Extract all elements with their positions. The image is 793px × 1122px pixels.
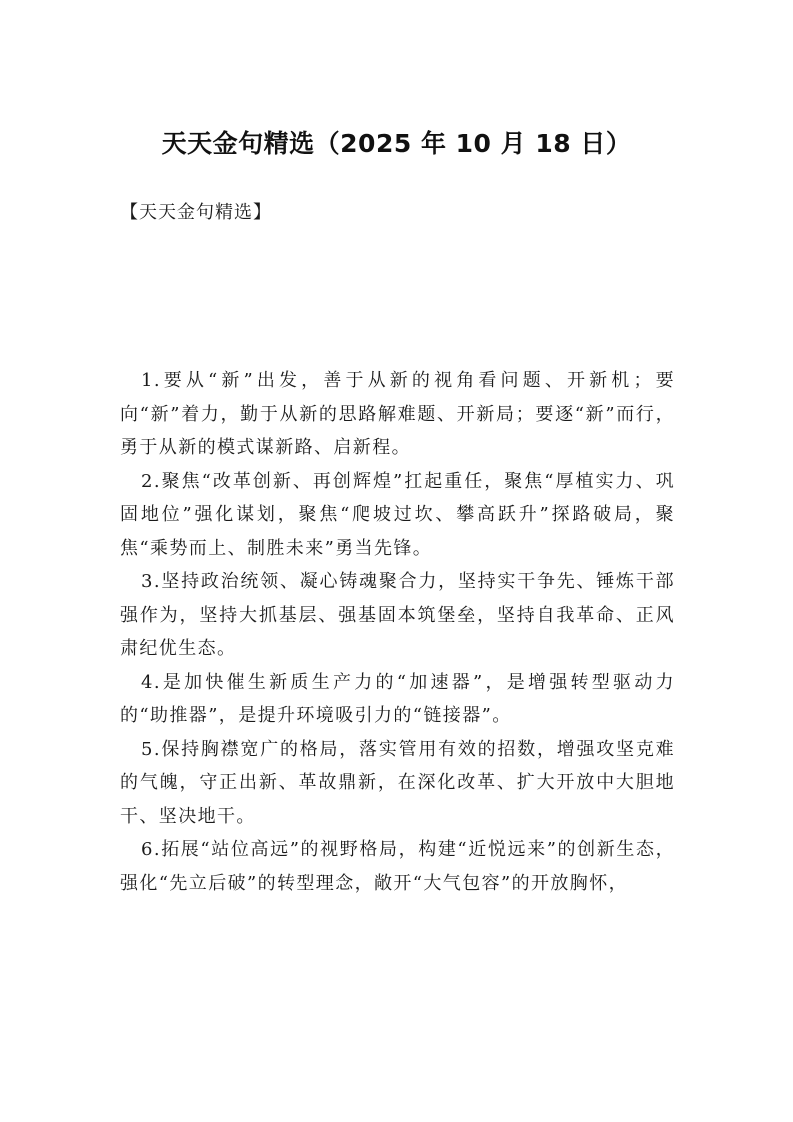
- paragraph-3: 3.坚持政治统领、凝心铸魂聚合力，坚持实干争先、锤炼干部强作为，坚持大抓基层、强基固本筑堡垒，坚持自我革命、正风肃纪优生态。: [120, 571, 675, 659]
- page-title: 天天金句精选（2025 年 10 月 18 日）: [161, 129, 632, 158]
- paragraph-2: 2.聚焦“改革创新、再创辉煌”扛起重任，聚焦“厚植实力、巩固地位”强化谋划，聚焦“爬坡过坎、攀高跃升”探路破局，聚焦“乘势而上、制胜未来”勇当先锋。: [120, 470, 675, 559]
- paragraph-4: 4.是加快催生新质生产力的“加速器”，是增强转型驱动力的“助推器”，是提升环境吸引力的“链接器”。: [120, 671, 675, 726]
- paragraph-5: 5.保持胸襟宽广的格局，落实管用有效的招数，增强攻坚克难的气魄，守正出新、革故鼎新，在深化改革、扩大开放中大胆地干、坚决地干。: [120, 738, 675, 827]
- body-text: [120, 364, 675, 900]
- paragraph-1: 1.要从“新”出发，善于从新的视角看问题、开新机；要向“新”着力，勤于从新的思路解难题、开新局；要逐“新”而行，勇于从新的模式谋新路、启新程。: [120, 370, 675, 458]
- paragraph-6: 6.拓展“站位高远”的视野格局，构建“近悦远来”的创新生态，强化“先立后破”的转型理念，敞开“大气包容”的开放胸怀，: [120, 839, 675, 894]
- section-label: 【天天金句精选】: [120, 202, 272, 223]
